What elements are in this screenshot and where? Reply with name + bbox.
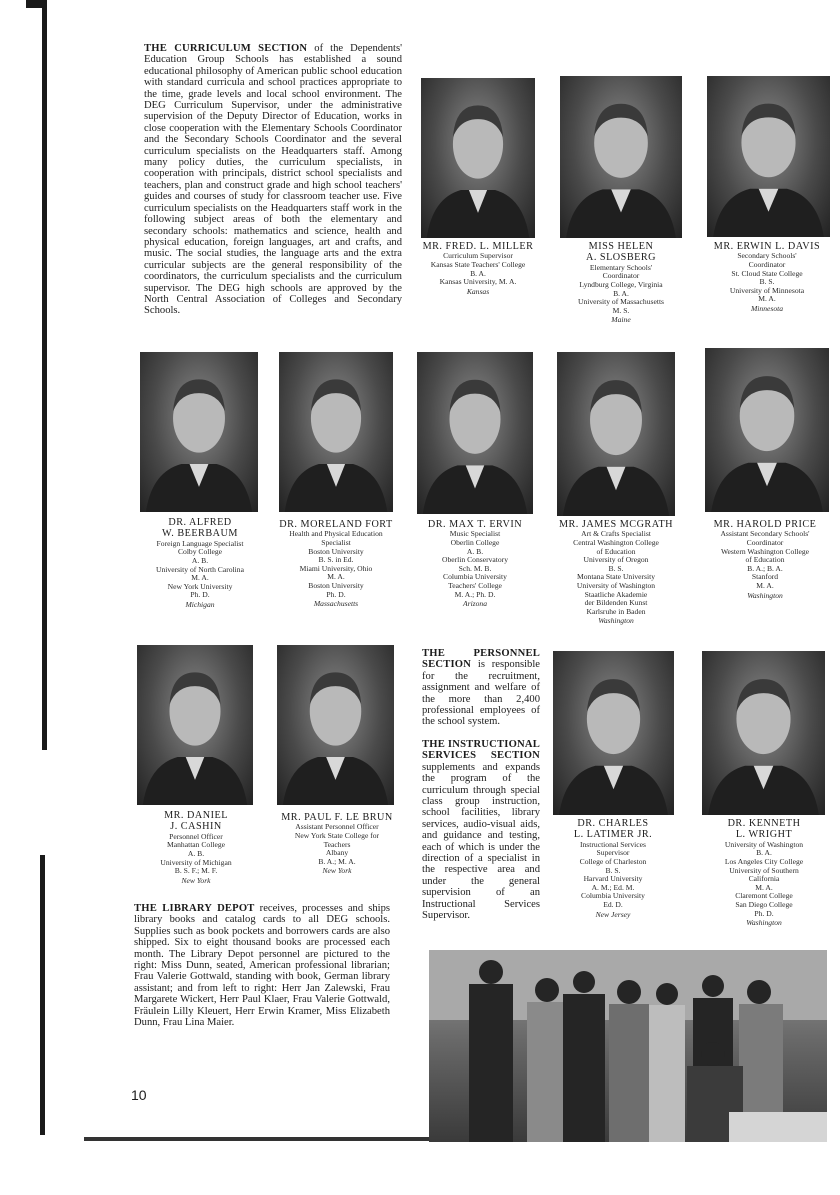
home-state: Massachusetts (313, 599, 359, 609)
person-name: DR. KENNETH (727, 818, 801, 829)
personnel-heading: THE PERSONNEL SECTION (422, 648, 540, 671)
credential-line: Lyndburg College, Virginia (579, 280, 663, 289)
portrait-caption (116, 810, 276, 885)
curriculum-heading: THE CURRICULUM SECTION (144, 43, 308, 54)
credential-line: University of Oregon (583, 555, 649, 565)
home-state: Michigan (185, 599, 215, 609)
credential-line: Foreign Language Specialist (156, 538, 244, 548)
credential-line: Staatliche Akademie (584, 589, 648, 599)
credential-line: Curriculum Supervisor (443, 251, 513, 261)
credential-line: M. A. (327, 572, 345, 582)
portrait-caption (266, 519, 406, 608)
portrait-caption (690, 519, 840, 600)
credential-line: Columbia University (581, 891, 645, 901)
portrait-caption (538, 818, 688, 919)
person-name: MISS HELEN (588, 241, 654, 252)
credential-line: Art & Crafts Specialist (581, 529, 651, 539)
credential-line: Coordinator (748, 260, 786, 269)
home-state: Minnesota (750, 303, 784, 313)
credential-line: Harvard University (583, 874, 643, 884)
portrait-photo (702, 651, 825, 815)
credential-line: Boston University (308, 580, 364, 590)
credential-line: Oberlin Conservatory (441, 555, 508, 565)
credential-line: New York State College for (294, 831, 380, 840)
portrait-silhouette (277, 645, 394, 805)
portrait-photo (560, 76, 682, 238)
home-state: Washington (598, 616, 634, 626)
credential-line: B. A. (756, 848, 772, 858)
credential-line: Instructional Services (579, 839, 646, 849)
portrait-photo (705, 348, 829, 512)
credential-line: University of Michigan (160, 857, 232, 867)
credential-line: University of Southern (729, 865, 799, 875)
library-paragraph (134, 903, 390, 1028)
curriculum-paragraph (144, 43, 402, 317)
credential-line: A. M.; Ed. M. (591, 882, 635, 892)
credential-line: M. A. (191, 573, 209, 583)
person-name: MR. PAUL F. LE BRUN (281, 812, 393, 823)
home-state: Maine (611, 315, 631, 325)
portrait-silhouette (702, 651, 825, 815)
portrait-photo (421, 78, 535, 238)
credential-line: Ph. D. (754, 908, 774, 918)
person-name: MR. HAROLD PRICE (713, 519, 817, 530)
library-staff-group-photo (429, 950, 827, 1142)
scan-edge-strip (42, 0, 47, 750)
credential-line: Assistant Personnel Officer (295, 822, 379, 832)
portrait-caption (690, 818, 838, 927)
credential-line: University of Washington (724, 839, 804, 849)
credential-line: Claremont College (735, 891, 793, 901)
portrait-silhouette (553, 651, 674, 815)
credential-line: A. B. (191, 556, 209, 565)
credential-line: Boston University (308, 546, 364, 556)
portrait-caption (542, 241, 700, 324)
credential-line: Specialist (321, 538, 351, 547)
credential-line: Coordinator (602, 271, 640, 281)
portrait-silhouette (707, 76, 830, 237)
group-photo-figures (429, 950, 827, 1142)
credential-line: of Education (596, 546, 636, 556)
credential-line: Music Specialist (449, 529, 501, 539)
credential-line: University of North Carolina (156, 564, 244, 574)
credential-line: Assistant Secondary Schools' (720, 529, 810, 539)
credential-line: Miami University, Ohio (299, 563, 373, 573)
portrait-caption (404, 519, 546, 608)
credential-line: Elementary Schools' (589, 262, 653, 272)
portrait-caption (120, 517, 280, 609)
credential-line: B. A.; B. A. (747, 563, 783, 573)
personnel-paragraph (422, 648, 540, 728)
credential-line: Kansas University, M. A. (439, 277, 517, 287)
portrait-photo (553, 651, 674, 815)
person-name: MR. JAMES MCGRATH (558, 519, 674, 530)
credential-line: M. A. (755, 882, 773, 892)
portrait-silhouette (705, 348, 829, 512)
credential-line: College of Charleston (579, 857, 647, 866)
credential-line: Personnel Officer (169, 831, 223, 841)
portrait-silhouette (557, 352, 675, 516)
portrait-photo (557, 352, 675, 516)
person-name: DR. MORELAND FORT (279, 519, 393, 530)
credential-line: of Education (745, 555, 785, 565)
portrait-photo (707, 76, 830, 237)
portrait-silhouette (137, 645, 253, 805)
credential-line: Manhattan College (167, 840, 225, 850)
credential-line: Karlsruhe in Baden (586, 606, 646, 616)
portrait-silhouette (560, 76, 682, 238)
credential-line: B. A.; M. A. (318, 856, 356, 866)
credential-line: St. Cloud State College (731, 268, 803, 278)
credential-line: Albany (325, 848, 349, 858)
credential-line: Ph. D. (190, 590, 210, 600)
credential-line: B. S. F.; M. F. (174, 866, 218, 876)
credential-line: B. A. (613, 288, 629, 298)
credential-line: Health and Physical Education (289, 529, 383, 539)
credential-line: Columbia University (443, 572, 507, 582)
person-name: J. CASHIN (170, 821, 222, 833)
home-state: New York (181, 875, 211, 885)
credential-line: M. S. (612, 305, 630, 315)
curriculum-text: of the Dependents' Education Group Schools has established a sound educational philosophy of American public school education with standard curricula and school practices appropriate to the time, grade levels and local school environment. The DEG Curriculum Supervisor, under the administrative supervision of the Deputy Director of Education, works in close cooperation with the Elementary Schools Coordinator and the Secondary Schools Coordinator and the several curriculum specialists on the Headquarters staff. Among many policy duties, the curriculum specialists, in cooperation with principals, district school specialists and teachers, plan and construct grade and high school teachers' guides and courses of study for classroom teacher use. Five curriculum specialists on the Headquarters staff work in the following subject areas of both the elementary and secondary schools: mathematics and science, health and physical education, foreign languages, art and crafts, and music. The social studies, the language arts and the extra curricular subjects are the general responsibility of the coordinators, the curriculum specialists and the curriculum supervisor. The DEG high schools are approved by the North Central Association of Colleges and Secondary Schools. (144, 43, 403, 317)
credential-line: B. S. in Ed. (318, 555, 354, 565)
credential-line: Supervisor (596, 848, 630, 858)
portrait-caption (393, 241, 563, 296)
person-name: DR. CHARLES (577, 818, 649, 829)
credential-line: New York University (167, 581, 233, 591)
credential-line: Colby College (177, 547, 223, 557)
credential-line: der Bildenden Kunst (584, 598, 648, 608)
credential-line: B. S. (608, 563, 624, 573)
credential-line: Stanford (751, 572, 779, 582)
credential-line: Teachers' College (448, 580, 502, 590)
portrait-silhouette (421, 78, 535, 238)
credential-line: University of Washington (576, 580, 656, 590)
portrait-photo (277, 645, 394, 805)
instruction-text: supplements and expands the program of the curriculum through special class group instruction, school facilities, library services, audio-visual aids, and guidance and testing, each of which is under the direction of a specialist in the respective area and under the general supervision of an Instructional Services Supervisor. (422, 761, 540, 922)
credential-line: M. A.; Ph. D. (454, 589, 496, 599)
credential-line: Kansas State Teachers' College (430, 260, 526, 269)
credential-line: M. A. (758, 294, 776, 304)
portrait-photo (137, 645, 253, 805)
portrait-photo (279, 352, 393, 512)
person-name: L. LATIMER JR. (573, 829, 653, 841)
person-name: MR. ERWIN L. DAVIS (713, 241, 821, 252)
credential-line: San Diego College (735, 899, 793, 909)
instruction-paragraph (422, 739, 540, 922)
library-text: receives, processes and ships library books and catalog cards to all DEG schools. Supplies such as book pockets and borrowers cards are also shipped. Six to eight thousand books are processed each month. The Library Depot personnel are pictured to the right: Miss Dunn, seated, American professional librarian; Frau Valerie Gottwald, standing with book, German library assistant; and from left to right: Herr Jan Zalewski, Frau Margarete Wickert, Herr Paul Klaer, Frau Valerie Gottwald, Fräulein Lilly Kleuert, Herr Erwin Kramer, Miss Elizabeth Dunn, Frau Lina Maier. (134, 903, 390, 1029)
credential-line: Sch. M. B. (458, 563, 492, 573)
portrait-caption (694, 241, 840, 313)
credential-line: Montana State University (576, 572, 656, 582)
home-state: New Jersey (595, 909, 631, 919)
credential-line: Ed. D. (603, 899, 623, 909)
instruction-heading: THE INSTRUCTIONAL SERVICES SECTION (422, 739, 540, 762)
person-name: W. BEERBAUM (162, 528, 238, 540)
credential-line: M. A. (756, 580, 774, 590)
home-state: Kansas (466, 286, 490, 296)
credential-line: Secondary Schools' (737, 251, 797, 261)
credential-line: A. B. (187, 849, 205, 858)
credential-line: Coordinator (746, 538, 784, 547)
credential-line: Ph. D. (326, 589, 346, 599)
credential-line: Teachers (323, 839, 351, 849)
credential-line: University of Minnesota (729, 285, 805, 295)
home-state: New York (322, 866, 352, 876)
portrait-silhouette (417, 352, 533, 514)
credential-line: University of Massachusetts (577, 297, 665, 307)
person-name: DR. MAX T. ERVIN (427, 519, 523, 530)
portrait-photo (140, 352, 258, 512)
scan-edge-lower (40, 855, 45, 1135)
portrait-silhouette (140, 352, 258, 512)
library-heading: THE LIBRARY DEPOT (134, 903, 255, 914)
portrait-caption (262, 812, 412, 875)
credential-line: Los Angeles City College (724, 857, 804, 866)
credential-line: B. S. (759, 277, 775, 287)
credential-line: Western Washington College (720, 546, 810, 556)
portrait-caption (547, 519, 685, 625)
credential-line: California (748, 874, 780, 884)
page-number: 10 (131, 1087, 147, 1103)
credential-line: Central Washington College (573, 538, 659, 547)
home-state: Washington (747, 590, 783, 600)
personnel-text: is responsible for the recruitment, assignment and welfare of the more than 2,400 professional employees of the school system. (422, 659, 540, 728)
credential-line: B. A. (470, 268, 486, 278)
person-name: MR. DANIEL (164, 810, 228, 821)
credential-line: Oberlin College (450, 538, 500, 547)
credential-line: B. S. (605, 865, 621, 875)
portrait-silhouette (279, 352, 393, 512)
person-name: MR. FRED. L. MILLER (422, 241, 534, 252)
home-state: Washington (746, 918, 782, 928)
credential-line: A. B. (466, 546, 484, 556)
portrait-photo (417, 352, 533, 514)
person-name: DR. ALFRED (168, 517, 232, 528)
person-name: L. WRIGHT (735, 829, 793, 841)
home-state: Arizona (462, 599, 488, 609)
person-name: A. SLOSBERG (585, 252, 657, 264)
